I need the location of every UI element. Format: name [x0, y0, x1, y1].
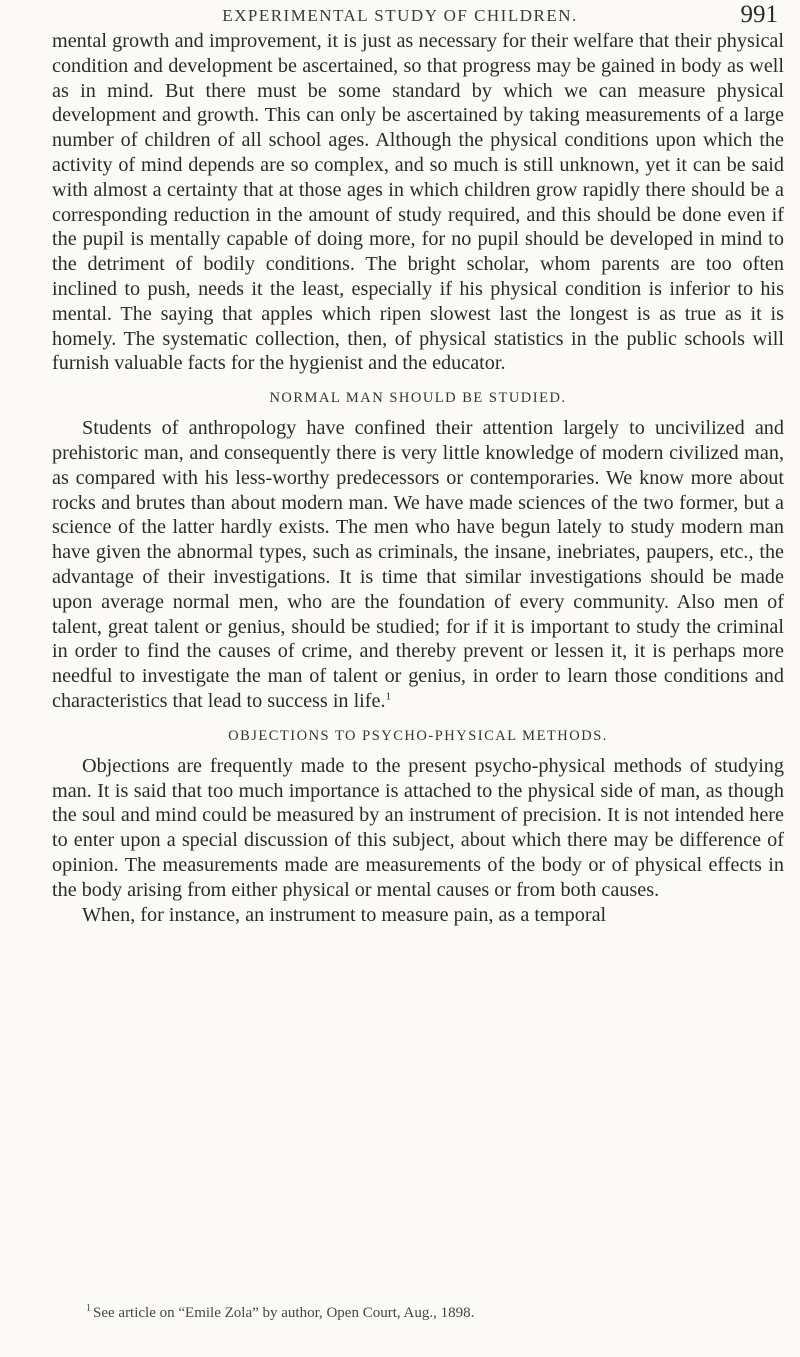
- paragraph-text: Students of anthropology have confined their attention largely to uncivilized and prehistoric man, and consequently there is very little knowledge of modern civilized man, as compared with his less-worthy predecessors or contemporaries. We know more about rocks and brutes than about modern man. We have made sciences of the two former, but a science of the latter hardly exists. The men who have begun lately to study modern man have given the abnormal types, such as criminals, the insane, inebriates, paupers, etc., the advantage of their investigations. It is time that similar investigations should be made upon average normal men, who are the foundation of every community. Also men of talent, great talent or genius, should be studied; for if it is important to study the criminal in order to find the causes of crime, and thereby prevent or lessen it, it is perhaps more needful to investigate the man of talent or genius, in order to learn those conditions and characteristics that lead to success in life.: [52, 417, 784, 712]
- paragraph: When, for instance, an instrument to measure pain, as a temporal: [82, 903, 607, 926]
- paragraph: Objections are frequently made to the present psycho-physical methods of studying man. It is said that too much importance is attached to the physical side of man, as though the soul and mind could be measured by an instrument of precision. It is not intended here to enter upon a special discussion of this subject, about which there may be difference of opinion. The measurements made are measurements of the body or of physical effects in the body arising from either physical or mental causes or from both causes.: [52, 754, 784, 901]
- footnote: [86, 1305, 784, 1322]
- page-number: 991: [740, 1, 778, 28]
- running-head: [0, 6, 800, 26]
- footnote-text: See article on “Emile Zola” by author, Open Court, Aug., 1898.: [93, 1305, 475, 1321]
- paragraph: [52, 416, 784, 714]
- section-heading: OBJECTIONS TO PSYCHO-PHYSICAL METHODS.: [228, 727, 608, 744]
- footnote-reference: 1: [385, 690, 392, 703]
- body-text: [52, 28, 784, 927]
- running-head-title: EXPERIMENTAL STUDY OF CHILDREN.: [222, 6, 578, 25]
- footnote-mark: 1: [86, 1303, 91, 1314]
- paragraph: mental growth and improvement, it is just as necessary for their welfare that their physical condition and development be ascertained, so that progress may be gained in body as well as in mind. But there must be some standard by which we can measure physical development and growth. This can only be ascertained by taking measurements of a large number of children of all school ages. Although the physical conditions upon which the activity of mind depends are so complex, and so much is still unknown, yet it can be said with almost a certainty that at those ages in which children grow rapidly there should be a corresponding reduction in the amount of study required, and this should be done even if the pupil is mentally capable of doing more, for no pupil should be developed in mind to the detriment of bodily conditions. The bright scholar, whom parents are too often inclined to push, needs it the least, especially if his physical condition is inferior to his mental. The saying that apples which ripen slowest last the longest is as true as it is homely. The systematic collection, then, of physical statistics in the public schools will furnish valuable facts for the hygienist and the educator.: [52, 30, 784, 375]
- section-heading: NORMAL MAN SHOULD BE STUDIED.: [269, 390, 567, 407]
